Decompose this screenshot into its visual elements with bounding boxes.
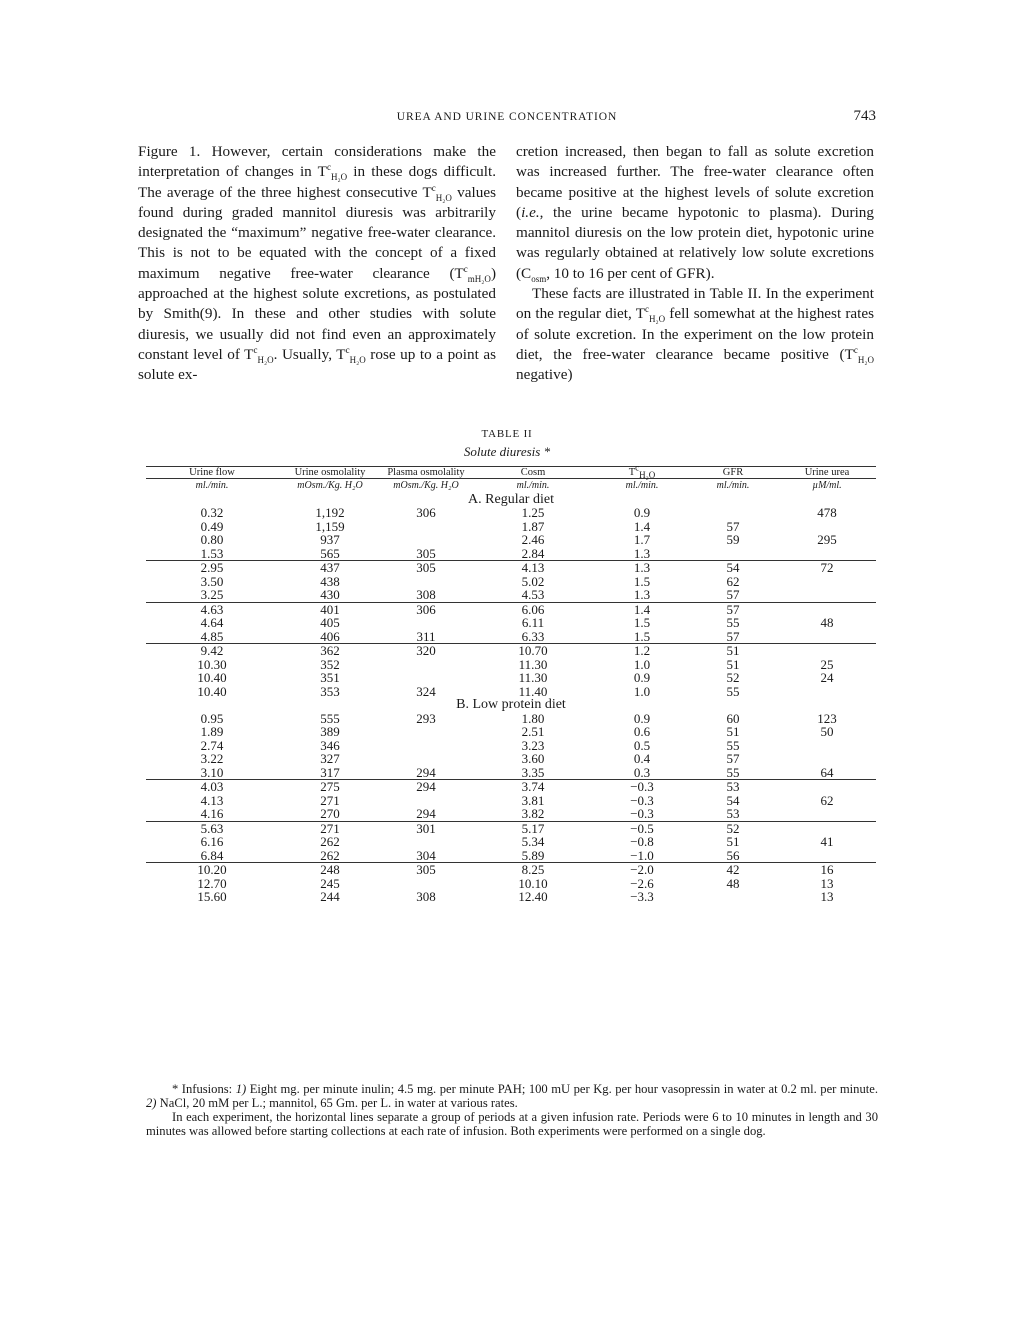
table-cell: [382, 725, 470, 739]
table-cell: [382, 794, 470, 808]
table-cell: 60: [726, 710, 740, 726]
table-cell: [688, 506, 778, 520]
table-cell: [382, 520, 470, 534]
table-row: [146, 849, 876, 863]
table-cell: [778, 821, 876, 835]
table-cell: [778, 752, 876, 766]
table-cell: −2.0: [596, 863, 688, 877]
table-cell: 52: [726, 670, 740, 685]
col-header-gfr: GFR: [688, 467, 778, 479]
right-paragraph-1: cretion increased, then began to fall as solute excretion was increased further. The free-water clearance often became positive at the highest levels of solute excretion (i.e., the urine became hypotonic to plasma). During mannitol diuresis on the low protein diet, hypotonic urine was regularly obtained at relatively low solute excretions ($C_{osm}$, 10 to 16 per cent of GFR).: [516, 143, 874, 284]
table-cell: 5.17: [470, 821, 596, 835]
table-cell: 5.63: [146, 821, 278, 835]
table-row: [146, 725, 876, 739]
table-cell: 3.82: [521, 806, 545, 821]
section-b-row: [146, 698, 876, 712]
table-cell: 1.89: [200, 724, 224, 739]
table-cell: [382, 739, 470, 753]
table-cell: 10.30: [197, 656, 227, 672]
table-cell: 6.33: [521, 628, 545, 644]
table-cell: 0.3: [633, 764, 651, 780]
left-column: [138, 142, 496, 386]
page-number: 743: [853, 108, 876, 124]
table-cell: 0.80: [200, 532, 224, 547]
table-cell: 1.53: [200, 545, 224, 561]
table-cell: 123: [817, 710, 837, 726]
table-row: [146, 658, 876, 672]
table-row: [146, 616, 876, 630]
table-cell: 3.60: [521, 751, 545, 766]
col-header-urine-urea: Urine urea: [778, 467, 876, 479]
running-head: [138, 108, 876, 128]
table-cell: 301: [382, 821, 470, 835]
table-cell: 305: [382, 561, 470, 575]
table-cell: 306: [416, 505, 436, 520]
col-header-urine-osmolality: Urine osmolality: [278, 467, 382, 479]
table-cell: 1.87: [521, 518, 545, 534]
table-cell: 1.3: [596, 561, 688, 575]
table-cell: 262: [320, 847, 340, 863]
table-cell: 24: [820, 670, 834, 685]
table-row: [146, 890, 876, 904]
table-cell: 10.20: [146, 863, 278, 877]
col-header-cosm: Cosm: [470, 467, 596, 479]
table-cell: 3.10: [200, 764, 224, 780]
table-cell: 406: [320, 628, 340, 644]
table-cell: 311: [416, 628, 436, 644]
table-cell: 48: [820, 615, 834, 630]
table-row: [146, 575, 876, 589]
table-cell: 352: [320, 656, 340, 672]
table-cell: 4.03: [146, 780, 278, 794]
table-cell: 51: [726, 656, 740, 672]
table-cell: 351: [320, 670, 340, 685]
table-cell: 1.0: [633, 683, 651, 699]
table-cell: 1.2: [596, 644, 688, 658]
table-cell: 2.51: [521, 724, 545, 739]
table-cell: 0.9: [633, 505, 651, 520]
table-cell: 10.40: [197, 670, 227, 685]
table-row: [146, 630, 876, 644]
table-row: [146, 588, 876, 602]
table-cell: 3.50: [200, 573, 224, 589]
table-cell: 346: [320, 737, 340, 753]
table-cell: 0.5: [633, 737, 651, 753]
table-row: [146, 835, 876, 849]
table-cell: 275: [278, 780, 382, 794]
table-cell: 11.30: [518, 656, 548, 672]
col-header-tch2o: $T^c_{H_2O}$: [596, 467, 688, 479]
table-cell: 41: [820, 834, 834, 849]
table-cell: 57: [726, 628, 740, 644]
table-cell: 12.70: [197, 875, 227, 891]
table-cell: 353: [320, 683, 340, 699]
table-cell: 270: [320, 806, 340, 821]
table-row: [146, 506, 876, 520]
table-cell: [778, 547, 876, 561]
table-cell: 430: [320, 587, 340, 602]
table-cell: 12.40: [518, 889, 548, 904]
table-cell: 1,159: [315, 518, 345, 534]
table-cell: 11.30: [518, 670, 548, 685]
table-cell: 327: [320, 751, 340, 766]
table-cell: 305: [382, 863, 470, 877]
table-cell: [778, 780, 876, 794]
table-cell: 1,192: [315, 505, 345, 520]
table-cell: −0.8: [630, 834, 654, 849]
units-row: ml./min. mOsm./Kg. H₂O mOsm./Kg. H₂O ml./min. ml./min. ml./min. µM/ml.: [195, 480, 842, 491]
table-cell: 53: [688, 780, 778, 794]
table-cell: 57: [726, 751, 740, 766]
table-cell: 324: [416, 683, 436, 699]
table-cell: 0.9: [633, 670, 651, 685]
table-cell: 56: [726, 847, 740, 863]
table-cell: 437: [278, 561, 382, 575]
table-caption: [138, 428, 876, 460]
table-cell: 401: [278, 602, 382, 616]
table-cell: 16: [778, 863, 876, 877]
table-row: [146, 644, 876, 658]
table-cell: 271: [320, 792, 340, 808]
table-cell: 54: [726, 792, 740, 808]
right-column: [516, 142, 874, 386]
table-cell: 72: [778, 561, 876, 575]
table-row: [146, 520, 876, 534]
table-cell: 3.23: [521, 737, 545, 753]
table-cell: 55: [726, 764, 740, 780]
table-cell: −2.6: [630, 875, 654, 891]
table-cell: [778, 520, 876, 534]
table-cell: 294: [416, 764, 436, 780]
table-cell: 2.46: [521, 532, 545, 547]
table-cell: 50: [820, 724, 834, 739]
table-cell: 0.6: [633, 724, 651, 739]
table-cell: 5.89: [521, 847, 545, 863]
table-cell: 308: [416, 587, 436, 602]
table-row: [146, 877, 876, 891]
running-title: UREA AND URINE CONCENTRATION: [396, 111, 618, 123]
table-row: [146, 533, 876, 547]
table-cell: 4.63: [146, 602, 278, 616]
table-cell: 1.5: [633, 573, 651, 589]
table-cell: 306: [382, 602, 470, 616]
table-cell: 4.64: [200, 615, 224, 630]
table-row: [146, 863, 876, 877]
table-cell: [778, 630, 876, 644]
table-cell: [382, 877, 470, 891]
table-row: [146, 766, 876, 780]
table-header-row: [146, 467, 876, 479]
table-cell: 51: [688, 644, 778, 658]
table-cell: 3.25: [200, 587, 224, 602]
table-cell: [382, 752, 470, 766]
table-cell: 9.42: [146, 644, 278, 658]
table-cell: 48: [726, 875, 740, 891]
table-cell: 59: [726, 532, 740, 547]
table-cell: 51: [726, 834, 740, 849]
table-cell: 11.40: [518, 683, 548, 699]
table-cell: 244: [320, 889, 340, 904]
table-cell: 271: [278, 821, 382, 835]
table-cell: −1.0: [630, 847, 654, 863]
table-label: TABLE II: [481, 428, 533, 440]
table-cell: 1.5: [633, 628, 651, 644]
table-row: [146, 602, 876, 616]
table-cell: 2.74: [200, 737, 224, 753]
table-cell: 51: [726, 724, 740, 739]
table-cell: 5.02: [521, 573, 545, 589]
table-cell: 320: [382, 644, 470, 658]
table-cell: −0.3: [630, 792, 654, 808]
table-cell: 3.74: [470, 780, 596, 794]
table-cell: 0.32: [200, 505, 224, 520]
table-cell: 4.13: [470, 561, 596, 575]
right-paragraph-2: These facts are illustrated in Table II. In the experiment on the regular diet, $T^c_{H_2O}$ fell somewhat at the highest rates of solute excretion. In the experiment on the low protein diet, the free-water clearance became positive ($T^c_{H_2O}$ negative): [516, 285, 874, 384]
table-row: [146, 547, 876, 561]
table-cell: 0.49: [200, 518, 224, 534]
table-cell: 1.4: [633, 518, 651, 534]
table-cell: 4.53: [521, 587, 545, 602]
table-cell: 42: [688, 863, 778, 877]
table-cell: [778, 685, 876, 699]
table-cell: 6.06: [470, 602, 596, 616]
table-cell: 248: [278, 863, 382, 877]
table-cell: [778, 575, 876, 589]
table-cell: 405: [320, 615, 340, 630]
table-row: [146, 671, 876, 685]
table-cell: 438: [320, 573, 340, 589]
table-cell: 1.3: [633, 545, 651, 561]
table-cell: 5.34: [521, 834, 545, 849]
table-cell: 13: [820, 875, 834, 891]
table-row: [146, 685, 876, 699]
table-cell: [778, 849, 876, 863]
table-cell: 565: [320, 545, 340, 561]
section-a-label: A. Regular diet: [468, 491, 554, 507]
table-cell: −3.3: [630, 889, 654, 904]
table-row: [146, 752, 876, 766]
table-title: Solute diuresis *: [463, 444, 551, 459]
table-cell: −0.3: [596, 780, 688, 794]
table-cell: 317: [320, 764, 340, 780]
section-a-row: [146, 493, 876, 507]
table-cell: [778, 807, 876, 821]
table-cell: 555: [320, 710, 340, 726]
table-cell: 10.70: [470, 644, 596, 658]
section-b-label: B. Low protein diet: [456, 697, 566, 712]
table-cell: 13: [820, 889, 834, 904]
table-cell: 294: [416, 806, 436, 821]
table-cell: 1.80: [521, 710, 545, 726]
table-cell: 15.60: [197, 889, 227, 904]
table-cell: 4.85: [200, 628, 224, 644]
table-row: [146, 821, 876, 835]
table-cell: 6.16: [200, 834, 224, 849]
table-cell: 308: [416, 889, 436, 904]
table-cell: 57: [688, 602, 778, 616]
table-cell: 245: [320, 875, 340, 891]
table-cell: 3.22: [200, 751, 224, 766]
table-row: [146, 780, 876, 794]
table-cell: 937: [320, 532, 340, 547]
table-cell: [778, 602, 876, 616]
table-cell: [382, 835, 470, 849]
table-cell: 1.7: [633, 532, 651, 547]
table-cell: [382, 658, 470, 672]
table-cell: [688, 547, 778, 561]
table-cell: 0.95: [200, 710, 224, 726]
table-cell: −0.5: [596, 821, 688, 835]
table-cell: [382, 575, 470, 589]
table-cell: [778, 644, 876, 658]
table-row: [146, 794, 876, 808]
table-cell: 55: [726, 683, 740, 699]
table-cell: 389: [320, 724, 340, 739]
table-cell: 0.4: [633, 751, 651, 766]
table-cell: 62: [820, 792, 834, 808]
table-row: [146, 712, 876, 726]
table-cell: 478: [817, 505, 837, 520]
table-row: [146, 807, 876, 821]
table-row: [146, 739, 876, 753]
table-cell: 0.9: [633, 710, 651, 726]
table-cell: [382, 533, 470, 547]
table-cell: [382, 616, 470, 630]
table-cell: 55: [726, 737, 740, 753]
table-cell: 2.95: [146, 561, 278, 575]
table-cell: 1.3: [633, 587, 651, 602]
table-cell: 295: [817, 532, 837, 547]
table-cell: 52: [688, 821, 778, 835]
table-cell: [778, 588, 876, 602]
table-cell: 4.13: [200, 792, 224, 808]
col-header-urine-flow: Urine flow: [146, 467, 278, 479]
table-cell: 25: [820, 656, 834, 672]
table-cell: 2.84: [521, 545, 545, 561]
solute-diuresis-table: [146, 462, 876, 904]
table-cell: 64: [820, 764, 834, 780]
table-cell: −0.3: [630, 806, 654, 821]
table-cell: 294: [382, 780, 470, 794]
table-cell: 293: [416, 710, 436, 726]
table-cell: 3.81: [521, 792, 545, 808]
table-cell: 1.5: [633, 615, 651, 630]
table-cell: 53: [726, 806, 740, 821]
table-cell: 10.10: [518, 875, 548, 891]
table-cell: 6.84: [200, 847, 224, 863]
table-cell: 262: [320, 834, 340, 849]
footnote-periods: In each experiment, the horizontal lines separate a group of periods at a given infusion rate. Periods were 6 to 10 minutes in length and 30 minutes was allowed before starting collections at each rate of infusion. Both experiments were performed on a single dog.: [146, 1110, 878, 1138]
table-cell: 305: [416, 545, 436, 561]
table-cell: 4.16: [200, 806, 224, 821]
table-cell: 1.4: [596, 602, 688, 616]
table-row: [146, 561, 876, 575]
table-cell: 3.35: [521, 764, 545, 780]
table-cell: 1.25: [521, 505, 545, 520]
table-cell: 57: [726, 587, 740, 602]
table-footnotes: [146, 1082, 878, 1138]
table-cell: 54: [688, 561, 778, 575]
table-cell: 62: [726, 573, 740, 589]
table-cell: [778, 739, 876, 753]
table-cell: 8.25: [470, 863, 596, 877]
table-cell: 57: [726, 518, 740, 534]
table-cell: 362: [278, 644, 382, 658]
table-cell: 304: [416, 847, 436, 863]
footnote-infusions: * Infusions: 1) Eight mg. per minute inulin; 4.5 mg. per minute PAH; 100 mU per Kg. per hour vasopressin in water at 0.2 ml. per minute. 2) NaCl, 20 mM per L.; mannitol, 65 Gm. per L. in water at various rates.: [146, 1082, 878, 1110]
table-cell: 55: [726, 615, 740, 630]
table-cell: [688, 890, 778, 904]
col-header-plasma-osmolality: Plasma osmolality: [382, 467, 470, 479]
table-cell: 10.40: [197, 683, 227, 699]
table-cell: [382, 671, 470, 685]
table-cell: 1.0: [633, 656, 651, 672]
left-paragraph: Figure 1. However, certain considerations make the interpretation of changes in $T^c_{H_2O}$ in these dogs difficult. The average of the three highest consecutive $T^c_{H_2O}$ values found during graded mannitol diuresis was arbitrarily designated the “maximum” negative free-water clearance. This is not to be equated with the concept of a fixed maximum negative free-water clearance $(T^c_{mH_2O})$ approached at the highest solute excretions, as postulated by Smith(9). In these and other studies with solute diuresis, we usually did not find even an approximately constant level of $T^c_{H_2O}$. Usually, $T^c_{H_2O}$ rose up to a point as solute ex-: [138, 143, 497, 384]
table-cell: 6.11: [521, 615, 545, 630]
